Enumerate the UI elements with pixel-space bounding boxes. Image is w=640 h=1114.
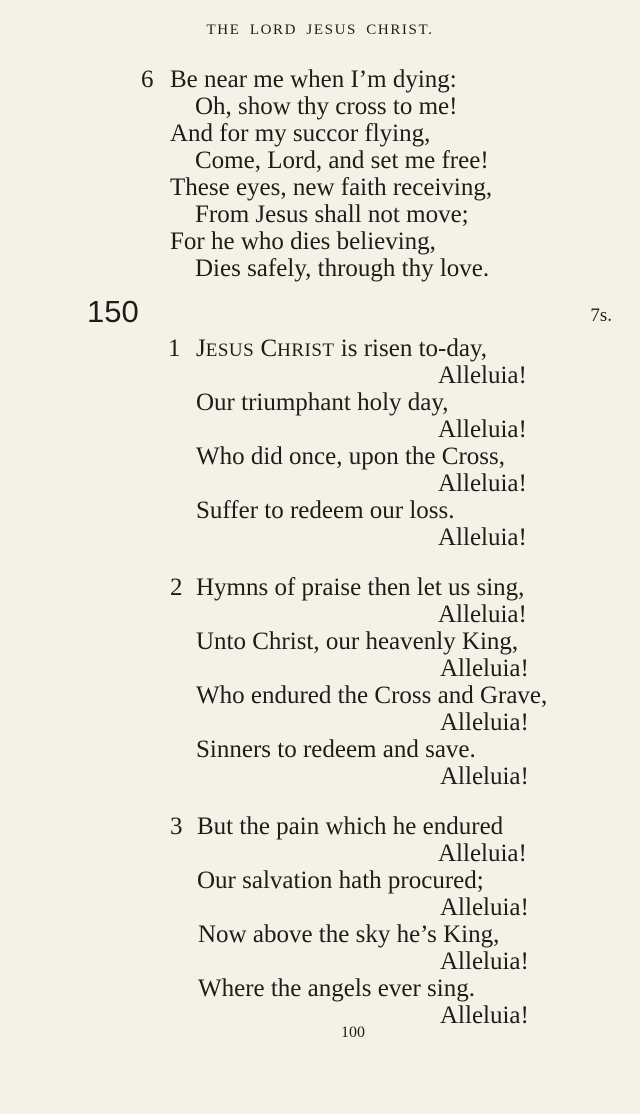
- refrain-line: Alleluia!: [440, 894, 529, 921]
- verse-line: From Jesus shall not move;: [195, 201, 469, 228]
- small-caps-rest: HRIST: [277, 340, 335, 361]
- running-head: THE LORD JESUS CHRIST.: [206, 22, 434, 38]
- refrain-line: Alleluia!: [440, 948, 529, 975]
- verse-line: Our triumphant holy day,: [196, 389, 449, 416]
- refrain-line: Alleluia!: [440, 655, 529, 682]
- refrain-line: Alleluia!: [438, 840, 527, 867]
- verse-line: Hymns of praise then let us sing,: [196, 574, 525, 601]
- verse-line: But the pain which he endured: [197, 813, 504, 840]
- small-caps-initial: J: [196, 335, 206, 362]
- verse-line: [196, 335, 487, 365]
- verse-line: Now above the sky he’s King,: [198, 921, 500, 948]
- verse-line: For he who dies believing,: [170, 228, 436, 255]
- stanza-number: 2: [170, 574, 183, 601]
- hymn-meter: 7s.: [590, 305, 612, 326]
- verse-line: Where the angels ever sing.: [198, 975, 475, 1002]
- verse-line: Oh, show thy cross to me!: [195, 93, 458, 120]
- stanza-number: 3: [170, 813, 183, 840]
- verse-line: Come, Lord, and set me free!: [195, 147, 489, 174]
- refrain-line: Alleluia!: [438, 601, 527, 628]
- hymn-number: 150: [87, 294, 139, 329]
- small-caps-initial: C: [260, 335, 278, 362]
- refrain-line: Alleluia!: [440, 1002, 529, 1029]
- refrain-line: Alleluia!: [440, 709, 529, 736]
- verse-line: These eyes, new faith receiving,: [170, 174, 493, 201]
- refrain-line: Alleluia!: [438, 470, 527, 497]
- refrain-line: Alleluia!: [438, 524, 527, 551]
- page-number: 100: [341, 1024, 365, 1041]
- first-line-rest: is risen to-day,: [340, 335, 488, 362]
- verse-line: Be near me when I’m dying:: [170, 66, 457, 93]
- refrain-line: Alleluia!: [438, 416, 527, 443]
- verse-line: And for my succor flying,: [170, 120, 431, 147]
- verse-line: Dies safely, through thy love.: [195, 255, 490, 282]
- verse-line: Suffer to redeem our loss.: [196, 497, 455, 524]
- stanza-number: 1: [168, 335, 181, 362]
- verse-line: Our salvation hath procured;: [197, 867, 484, 894]
- verse-line: Who endured the Cross and Grave,: [196, 682, 548, 709]
- stanza-number: 6: [141, 66, 154, 93]
- refrain-line: Alleluia!: [440, 763, 529, 790]
- small-caps-rest: ESUS: [205, 340, 255, 361]
- verse-line: Unto Christ, our heavenly King,: [196, 628, 519, 655]
- refrain-line: Alleluia!: [438, 362, 527, 389]
- verse-line: Who did once, upon the Cross,: [196, 443, 505, 470]
- verse-line: Sinners to redeem and save.: [196, 736, 476, 763]
